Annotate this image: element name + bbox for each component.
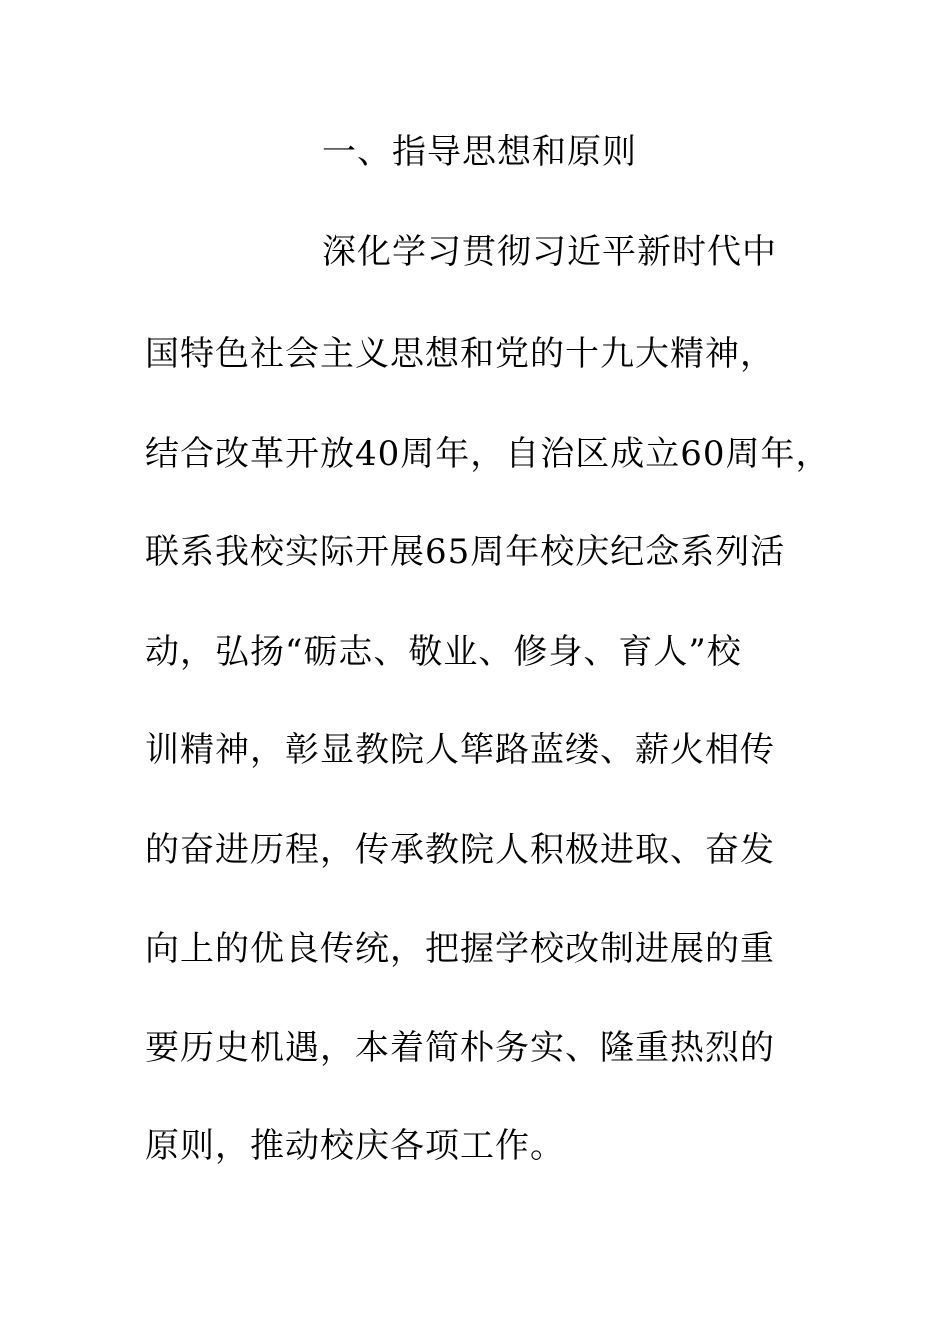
section-heading: 一、指导思想和原则 xyxy=(322,132,637,172)
paragraph-line: 原则，推动校庆各项工作。 xyxy=(145,1126,565,1166)
paragraph-line: 要历史机遇，本着简朴务实、隆重热烈的 xyxy=(145,1028,775,1068)
paragraph-line: 国特色社会主义思想和党的十九大精神， xyxy=(145,334,775,374)
paragraph-line: 动，弘扬“砺志、敬业、修身、育人”校 xyxy=(145,632,742,672)
paragraph-line: 联系我校实际开展65周年校庆纪念系列活 xyxy=(145,532,786,572)
paragraph-line: 训精神，彰显教院人筚路蓝缕、薪火相传 xyxy=(145,730,775,770)
paragraph-line: 的奋进历程，传承教院人积极进取、奋发 xyxy=(145,830,775,870)
paragraph-line: 深化学习贯彻习近平新时代中 xyxy=(322,232,777,272)
paragraph-line: 向上的优良传统，把握学校改制进展的重 xyxy=(145,929,775,969)
paragraph-line: 结合改革开放40周年，自治区成立60周年， xyxy=(145,434,831,474)
